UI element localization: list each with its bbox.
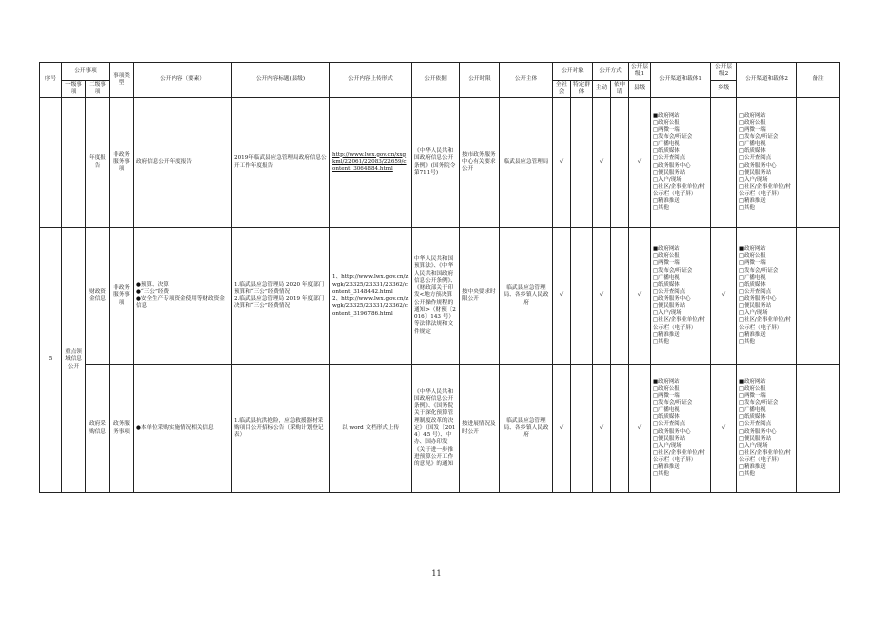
subject-cell: 临武县应急管理局、各乡镇人民政府 [500,228,553,365]
channel2-options [737,228,797,365]
header-county: 县级 [629,80,651,98]
upload-link[interactable]: http://www.lwx.gov.cn/xxgkml/22061/22083/22659/content_3064884.html [330,98,412,228]
request-check [611,98,629,228]
channel1-options [651,228,711,365]
title-cell: 2019年临武县应急管理局政府信息公开工作年度报告 [232,98,330,228]
request-check [611,228,629,365]
header-active: 主动 [593,80,611,98]
header-basis: 公开依据 [412,63,460,98]
header-content: 公开内容（要素） [134,63,232,98]
header-channel1: 公开渠道和载体1 [651,63,711,98]
type-cell: 非政务服务事项 [110,228,134,365]
header-tier1: 公开层级1 [629,63,651,81]
basis-cell: 《中华人民共和国政府信息公开条例》、《国务院关于深化预算管理制度改革的决定》（国发〔2014〕45 号）、中办、国办印发《关于进一步推进预算公开工作的意见》的通知 [412,365,460,493]
header-tier2: 公开层级2 [711,63,737,81]
header-type: 事项类型 [110,63,134,98]
header-method: 公开方式 [593,63,629,81]
header-object: 公开对象 [553,63,593,81]
subject-cell: 临武县应急管理局、各乡镇人民政府 [500,365,553,493]
type-cell: 政务服务事项 [110,365,134,493]
basis-cell: 中华人民共和国预算法》、《中华人民共和国政府信息公开条例》、《财政部关于印发<地方预决算公开操作规程的通知>（财预〔2016〕143 号）等法律法规和文件规定 [412,228,460,365]
time-limit-cell: 按中央要求时限公开 [460,228,500,365]
title-cell [232,228,330,365]
table-row [40,98,840,228]
header-time-limit: 公开时限 [460,63,500,98]
header-subject: 公开主体 [500,63,553,98]
request-check [611,365,629,493]
header-society: 全社会 [553,80,571,98]
society-check: √ [553,98,571,228]
header-group: 特定群体 [571,80,593,98]
time-limit-cell: 按市政务服务中心有关要求公开 [460,98,500,228]
header-request: 依申请 [611,80,629,98]
township-check [711,98,737,228]
disclosure-table [39,62,840,493]
content-cell: ●本单位采购实施情况相关信息 [134,365,232,493]
remark-cell [797,228,840,365]
channel1-list: ■政府网站 □政府公报 □两微一端 □发布会/听证会 □广播电视 □纸质媒体 □公开查阅点 □政务服务中心 □便民服务站 □入户/现场 □社区/企事业单位/村公示栏（电子屏） □精准推送 □其他 [653,112,705,212]
page-number: 11 [431,569,442,578]
society-check: √ [553,365,571,493]
level1-cell: 重点领域信息公开 [62,228,86,493]
content-cell: 政府信息公开年度报告 [134,98,232,228]
group-check [571,228,593,365]
title-list: 1.临武县应急管理局 2020 年度部门预算和“三公”经费情况 2.临武县应急管理局 2019 年度部门决算和“三公”经费情况 [234,281,325,310]
header-township: 乡级 [711,80,737,98]
table-row [40,365,840,493]
basis-cell: 《中华人民共和国政府信息公开条例》(国务院令第711号) [412,98,460,228]
channel2-list: ■政府网站 □政府公报 □两微一端 □发布会/听证会 □广播电视 □纸质媒体 □公开查阅点 □政务服务中心 □便民服务站 □入户/现场 □社区/企事业单位/村公示栏（电子屏） □精准推送 □其他 [739,378,791,478]
group-check [571,98,593,228]
type-cell: 非政务服务事项 [110,98,134,228]
channel1-list: ■政府网站 □政府公报 □两微一端 □发布会/听证会 □广播电视 □纸质媒体 □公开查阅点 □政务服务中心 □便民服务站 □入户/现场 □社区/企事业单位/村公示栏（电子屏） □精准推送 □其他 [653,378,705,478]
channel2-options [737,365,797,493]
channel1-options [651,98,711,228]
time-limit-cell: 按进展情况及时公开 [460,365,500,493]
header-seq: 序号 [40,63,62,98]
header-remark: 备注 [797,63,840,98]
remark-cell [797,98,840,228]
county-check: √ [629,98,651,228]
level2-cell: 财政资金信息 [86,228,110,365]
title-cell: 1.临武县抗洪抢险，应急救援器材采购项目公开招标公告（采购计划登记表） [232,365,330,493]
content-cell [134,228,232,365]
header-upload: 公开内容上传形式 [330,63,412,98]
channel1-options [651,365,711,493]
upload-cell [330,228,412,365]
content-list: ●预算、决算 ●“三公”经费 ●安全生产专项资金使用等财政资金信息 [136,281,225,310]
active-check: √ [593,365,611,493]
subject-cell: 临武县应急管理局 [500,98,553,228]
remark-cell [797,365,840,493]
seq-cell [40,98,62,228]
township-check: √ [711,365,737,493]
level2-cell: 年度报告 [86,98,110,228]
county-check: √ [629,228,651,365]
header-level2: 二级事项 [86,80,110,98]
header-channel2: 公开渠道和载体2 [737,63,797,98]
channel2-list: □政府网站 □政府公报 □两微一端 □发布会/听证会 □广播电视 □纸质媒体 □公开查阅点 □政务服务中心 □便民服务站 □入户/现场 □社区/企事业单位/村公示栏（电子屏） □精准推送 □其他 [739,112,791,212]
active-check: √ [593,228,611,365]
county-check: √ [629,365,651,493]
group-check [571,365,593,493]
channel2-list: ■政府网站 □政府公报 □两微一端 □发布会/听证会 □广播电视 □纸质媒体 □公开查阅点 □政务服务中心 □便民服务站 □入户/现场 □社区/企事业单位/村公示栏（电子屏） □精准推送 □其他 [739,246,791,345]
channel1-list: ■政府网站 □政府公报 □两微一端 □发布会/听证会 □广播电视 □纸质媒体 □公开查阅点 □政务服务中心 □便民服务站 □入户/现场 □社区/企事业单位/村公示栏（电子屏） □精准推送 □其他 [653,246,705,345]
header-matters: 公开事项 [62,63,110,81]
table-row [40,228,840,365]
upload-links[interactable]: 1、http://www.lwx.gov.cn/zwgk/23325/23331/23362/content_3148442.html 2、http://www.lwx.gov.cn/zwgk/23325/23331/23362/content_3196786.html [332,274,409,317]
society-check: √ [553,228,571,365]
seq-cell: 5 [40,228,62,493]
active-check: √ [593,98,611,228]
township-check: √ [711,228,737,365]
header-title: 公开内容标题(县级) [232,63,330,98]
header-level1: 一级事项 [62,80,86,98]
upload-cell: 以 word 文档形式上传 [330,365,412,493]
level1-cell [62,98,86,228]
level2-cell: 政府采购信息 [86,365,110,493]
channel2-options [737,98,797,228]
